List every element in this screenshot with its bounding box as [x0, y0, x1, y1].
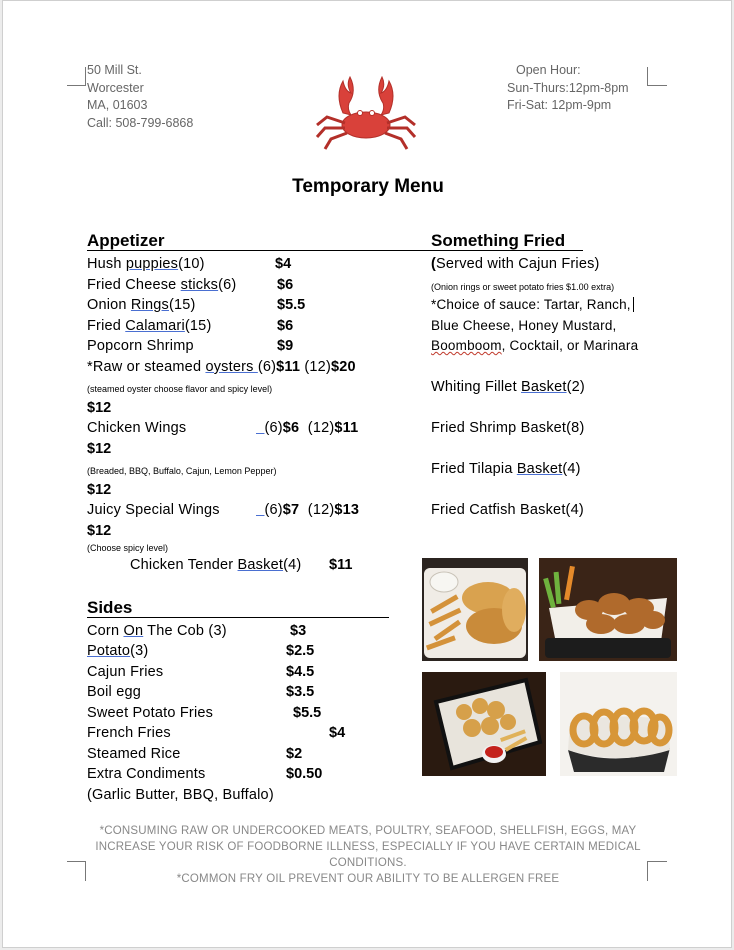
price-corn: $3: [290, 623, 307, 639]
hours-label: Open Hour:: [516, 63, 581, 77]
item-qty: (6): [264, 420, 283, 436]
menu-item-fried-shrimp: Fried Shrimp Basket(8): [431, 420, 585, 436]
price-wings-6: $6: [282, 420, 300, 436]
price-extra: $12: [87, 523, 112, 539]
sauce-choice-line-3: [431, 338, 638, 353]
price-french-fries: $4: [329, 725, 346, 741]
price-onion-rings: $5.5: [277, 297, 306, 313]
address-city: Worcester: [87, 80, 144, 95]
fried-rule: [431, 250, 583, 251]
item-name: *Raw or steamed: [87, 359, 206, 375]
item-qty: (3): [130, 643, 149, 659]
price-extra: $12: [87, 482, 112, 498]
something-fried-heading: Something Fried: [431, 231, 566, 250]
item-qty: (12): [307, 420, 335, 436]
price-chicken-tender: $11: [329, 557, 353, 573]
price-cajun-fries: $4.5: [286, 664, 315, 680]
address-state-zip: MA, 01603: [87, 98, 148, 112]
appetizer-rule: [87, 250, 431, 251]
item-qty: (4): [283, 557, 302, 573]
item-name-underlined: Calamari: [125, 318, 185, 334]
crop-mark-top-right: [647, 67, 648, 86]
item-qty: (2): [566, 379, 585, 395]
menu-item-juicy-special-wings: Juicy Special Wings: [87, 502, 220, 518]
condiments-note: (Garlic Butter, BBQ, Buffalo): [87, 787, 274, 803]
item-name: Fried: [87, 318, 126, 334]
price-juicy-12: $13: [334, 502, 360, 518]
crop-mark-top-left: [85, 67, 86, 86]
misspelled-word: Boomboom: [431, 338, 502, 353]
price-fried-calamari: $6: [277, 318, 294, 334]
menu-item-extra-condiments: Extra Condiments: [87, 766, 206, 782]
price-oysters-12: $20: [330, 359, 356, 375]
allergen-warning: *COMMON FRY OIL PREVENT OUR ABILITY TO BE ALLERGEN FREE: [176, 873, 560, 885]
sauce-choice-line-1: [431, 297, 634, 312]
item-qty: (15): [169, 297, 196, 313]
item-name-underlined: puppies: [125, 256, 179, 272]
text-cursor: [633, 297, 634, 312]
item-qty: (12): [300, 359, 331, 375]
menu-item-french-fries: French Fries: [87, 725, 171, 741]
price-steamed-rice: $2: [286, 746, 303, 762]
address-street: 50 Mill St.: [87, 63, 142, 77]
price-oysters-6: $11: [276, 359, 301, 375]
item-qty: (6): [257, 359, 277, 375]
photo-shrimp-basket: [422, 672, 546, 776]
crop-mark-top-right: [647, 85, 667, 86]
photo-fish-and-fries: [422, 558, 528, 661]
price-boil-egg: $3.5: [286, 684, 315, 700]
item-name-underlined: Basket: [237, 557, 284, 573]
price-hush-puppies: $4: [275, 256, 292, 272]
hours-weekdays: Sun-Thurs:12pm-8pm: [507, 80, 629, 95]
menu-item-potato: [87, 643, 148, 659]
item-name-underlined: Potato: [87, 643, 131, 659]
menu-item-steamed-rice: Steamed Rice: [87, 746, 181, 762]
price-sweet-potato-fries: $5.5: [293, 705, 322, 721]
wings-note: (Breaded, BBQ, Buffalo, Cajun, Lemon Pepper): [87, 466, 277, 476]
sides-heading: Sides: [87, 598, 133, 617]
item-name: Hush: [87, 256, 126, 272]
paren: (: [431, 256, 437, 272]
crab-logo: [313, 73, 419, 153]
photo-chicken-wings: [539, 558, 677, 661]
menu-item-fried-catfish: Fried Catfish Basket(4): [431, 502, 584, 518]
price-extra: $12: [87, 441, 112, 457]
item-name: Fried Tilapia: [431, 461, 517, 477]
oysters-note: (steamed oyster choose flavor and spicy level): [87, 384, 273, 394]
item-name-underlined: On: [123, 623, 144, 639]
menu-item-cajun-fries: Cajun Fries: [87, 664, 164, 680]
raw-food-warning: *CONSUMING RAW OR UNDERCOOKED MEATS, POULTRY, SEAFOOD, SHELLFISH, EGGS, MAY INCREASE YOUR RISK OF FOODBORNE ILLNESS, ESPECIALLY IF YOU HAVE CERTAIN MEDICAL CONDITIONS.: [95, 825, 641, 869]
hours-weekend: Fri-Sat: 12pm-9pm: [507, 98, 612, 112]
price-wings-12: $11: [334, 420, 359, 436]
item-qty: (6): [218, 277, 237, 293]
item-name-underlined: oysters: [205, 359, 258, 375]
menu-item-chicken-tender-basket: [130, 557, 301, 573]
sauce-choice-line-2: Blue Cheese, Honey Mustard,: [431, 318, 617, 333]
upgrade-note: (Onion rings or sweet potato fries $1.00 extra): [431, 282, 615, 292]
menu-item-fried-calamari: [87, 318, 211, 334]
served-text: Served with Cajun Fries): [436, 256, 600, 272]
price-extra: $12: [87, 400, 112, 416]
menu-item-fried-tilapia: [431, 461, 581, 477]
juicy-note: (Choose spicy level): [87, 543, 169, 553]
item-name: Corn: [87, 623, 124, 639]
phone-number: Call: 508-799-6868: [87, 115, 194, 130]
item-qty: (10): [178, 256, 205, 272]
menu-item-fried-cheese-sticks: [87, 277, 236, 293]
juicy-wings-prices: [256, 502, 359, 518]
menu-item-hush-puppies: [87, 256, 205, 272]
appetizer-heading: Appetizer: [87, 231, 165, 250]
menu-item-whiting-fillet: [431, 379, 585, 395]
item-qty: (6): [264, 502, 283, 518]
menu-item-popcorn-shrimp: Popcorn Shrimp: [87, 338, 194, 354]
served-with-note: [431, 256, 600, 272]
price-potato: $2.5: [286, 643, 315, 659]
item-name: Whiting Fillet: [431, 379, 522, 395]
item-qty: (4): [562, 461, 581, 477]
price-fried-cheese-sticks: $6: [277, 277, 294, 293]
item-name-underlined: Basket: [521, 379, 567, 395]
sauce-text: *Choice of sauce: Tartar, Ranch,: [431, 297, 631, 312]
menu-item-oysters: [87, 359, 356, 375]
menu-item-chicken-wings: Chicken Wings: [87, 420, 187, 436]
sides-rule: [87, 617, 389, 618]
price-extra-condiments: $0.50: [286, 766, 323, 782]
menu-item-corn: [87, 623, 227, 639]
item-name-underlined: Basket: [516, 461, 563, 477]
menu-item-sweet-potato-fries: Sweet Potato Fries: [87, 705, 214, 721]
item-name: Onion: [87, 297, 131, 313]
menu-item-onion-rings: [87, 297, 196, 313]
menu-page: [2, 0, 732, 948]
sauce-text: , Cocktail, or Marinara: [501, 338, 639, 353]
item-name-underlined: Rings: [130, 297, 169, 313]
item-name: Fried Cheese: [87, 277, 181, 293]
page-title: Temporary Menu: [292, 176, 444, 197]
item-qty: (15): [184, 318, 212, 334]
crop-mark-top-left: [67, 85, 86, 86]
item-name-underlined: sticks: [180, 277, 219, 293]
menu-item-boil-egg: Boil egg: [87, 684, 141, 700]
item-name: Chicken Tender: [130, 557, 238, 573]
item-qty: (12): [307, 502, 335, 518]
price-popcorn-shrimp: $9: [277, 338, 294, 354]
contact-block: [87, 62, 193, 132]
price-juicy-6: $7: [282, 502, 300, 518]
hours-block: [507, 62, 629, 115]
photo-onion-rings: [560, 672, 677, 776]
item-qty: The Cob (3): [143, 623, 227, 639]
wings-prices: [256, 420, 358, 436]
